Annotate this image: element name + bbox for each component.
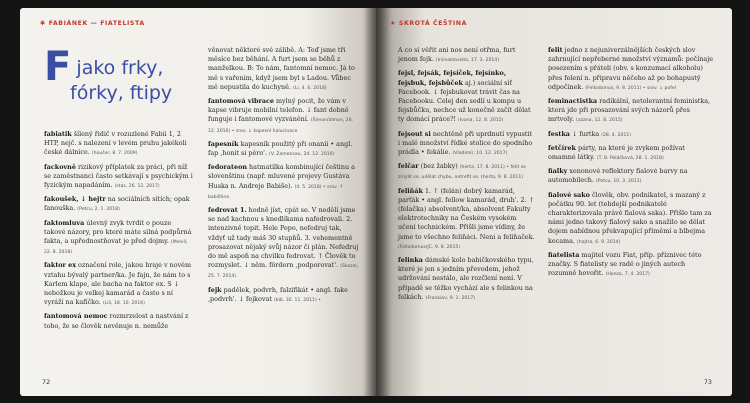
entry-source: (Petcu, 10. 3. 2011) [595, 179, 642, 185]
dictionary-entry [208, 140, 360, 159]
entry-source: (azana, 12. 8. 2015) [576, 118, 623, 124]
entry-definition: mylný pocit, že vám v kapse vibruje mobilní telefon. ↓ fant dobně funguje i fantomové vyzvánění. [208, 97, 349, 124]
entry-definition: šílený řidič v rozuzlené Fabii 1, 2 HTP, nejč. s nalezení v levém pruhu jakékoli české dálnice. [44, 130, 187, 157]
entry-source: (Skozel, 25. 7. 2014) [208, 264, 359, 280]
entry-definition: na sociálních sítích; opak fanouška. [44, 195, 190, 213]
dictionary-entry [44, 195, 194, 214]
entry-headword: felinka [398, 256, 423, 265]
dictionary-entry [398, 46, 536, 65]
entry-source: (hajtra, 6. 9. 2014) [577, 239, 621, 245]
entry-source: (bib, 30. 11. 2011) • [273, 297, 321, 303]
dictionary-entry [44, 261, 194, 308]
entry-headword: fantomová nemoc [44, 312, 108, 321]
entry-definition: (bez žabky) [420, 162, 458, 171]
dictionary-entry [548, 191, 714, 247]
entry-source: (Lili, 18. 10. 2016) [102, 301, 145, 307]
dictionary-entry [548, 167, 714, 186]
open-book [20, 8, 732, 396]
entry-headword: fialové sako [548, 190, 590, 199]
entry-headword: fackovně [44, 162, 76, 171]
entry-headword: fantomová vibrace [208, 97, 274, 106]
entry-definition: dámské kolo babičkovského typu, které je jen s jedním převodem, jehož udržování nestálo, ale rozčlení není. V případě se těžko vychází ale s felinkou na felkách. [398, 256, 534, 301]
entry-definition: padělek, podvrh, falzifikát • angl. fake ‚podvrh'. ↓ fejkovat [208, 285, 348, 303]
entry-headword: fiatelista [548, 250, 580, 259]
left-page-number: 72 [42, 378, 51, 386]
entry-source: (Fellodomus, 9. 8. 2011) • srov. ↓ pofel [585, 85, 676, 91]
chapter-title [44, 44, 194, 104]
entry-source: (houšer, 8. 7. 2009) [91, 151, 138, 157]
entry-source: (Melvil, 22. 8. 2018) [44, 240, 188, 256]
entry-definition: 1. ↑ (felán) dobrý kamarád, parťák • angl. fellow kamarád, druh'. 2. ↑ (felačka) absolvent/ka, absolvent Fakulty elektrotechniky na Českém vysokém učení technickém. Přišli jsme vídiny, že jsme to všechno feliňáci. Neni a feliňaček. [398, 186, 535, 241]
dictionary-entry [208, 206, 360, 282]
entry-source: (Iniinaklovisto, 17. 3. 2014) [435, 58, 500, 64]
dictionary-entry [398, 69, 536, 125]
dictionary-entry [398, 187, 536, 252]
entry-source: (Fellodomus/JC, 9. 8. 2015) [398, 244, 461, 250]
right-running-head: ★ SKROTÁ ČEŠTINA [390, 20, 467, 27]
entry-definition: rozmrzelost a nastvání z toho, že se člověk nevěnuje n. nemůže [44, 312, 189, 330]
entry-source: (28. 4. 2011) [601, 132, 632, 138]
chapter-title-line2: fórky, ftipy [70, 82, 173, 104]
entry-headword: fejk [208, 285, 222, 294]
entry-headword: fapesník [208, 139, 239, 148]
entry-headword: feminactistka [548, 97, 598, 106]
dictionary-entry [208, 46, 360, 93]
entry-definition: nechtěně při uprdnutí vypustit i malé množství řídké stolice do spodního prádla • fekálie. [398, 129, 533, 157]
entry-headword: feliňák [398, 186, 423, 195]
entry-source: (herta, 17. 8. 2011) • felit se zmýlit se, udělat chybu, netrefit se. (herta, 9. 8. 2011) [398, 165, 526, 181]
dictionary-entry [548, 251, 714, 280]
entry-definition: radikální, netolerantní feministka, která jde při prosazování svých názorů přes mrtvoly. [548, 97, 711, 124]
entry-source: (Frankiav, 9. 1. 2017) [425, 295, 475, 301]
left-column-2 [208, 46, 360, 309]
entry-definition: aj.) sociální síť Facebook. ↓ fejsbukovat trávit čas na Facebooku. Celej den sedlí u kompu u fejsbůčku, nechce už konečně začít dělat ty domácí práce?! [398, 78, 531, 124]
star-icon: ✱ [40, 20, 46, 27]
entry-definition: člověk, obv. podnikatel, s mazaný z počátku 90. let (tehdejší podnikatelé charakterizovala právě fialová saka). Přišlo tam za námi jedno takový fialový sako a snažilo se dělat dojem nabídnou překvapující příměmí a blbejma kecama. [548, 190, 712, 245]
entry-source: (Šimon/almon, 26. 12. 2016) • srov. ↓ kapesní halucinace [208, 118, 354, 134]
dictionary-entry [548, 97, 714, 126]
entry-headword: fedrovat 1. [208, 206, 247, 215]
right-column-1 [398, 46, 536, 307]
entry-definition: kapesník použitý při onanii • angl. fap ‚honit si péro'. [208, 139, 353, 158]
right-page-number: 73 [703, 378, 712, 386]
entry-definition: párty, na které je zvykem požívat omamné látky. [548, 143, 685, 162]
entry-headword: felčar [398, 162, 419, 171]
entry-definition: majitel vozu Fiat, příp. příznivec této značky. S fiatelisty se radě o jiných autech rozumně hovořit. [548, 250, 702, 278]
entry-definition: rizikový příplatek za práci, při níž se zaměstnanci často setkávají s psychickým i fyzickým napadáním. [44, 162, 193, 190]
chapter-letter: F [44, 44, 72, 90]
dictionary-entry [398, 162, 536, 182]
entry-definition: ↓ furtka [571, 129, 600, 138]
dictionary-entry [398, 130, 536, 159]
entry-source: (T. B. Poláčková, 28. 1. 2018) [596, 156, 664, 162]
entry-headword: fakoušek, ↓ hejtr [44, 195, 106, 204]
left-running-head: ✱ FABIÁNEK — FIATELISTA [40, 20, 145, 27]
right-page [376, 8, 732, 396]
left-page [20, 8, 376, 396]
dictionary-entry [548, 46, 714, 93]
entry-source: (Ivana, 12. 8. 2015) [458, 118, 504, 124]
entry-headword: fetčírek [548, 143, 576, 152]
entry-definition: hodně jíst, cpát se. V nedělí jsme se nad kachnou s knedlíkama nafedrovali. 2. intenzivně topit. Hele Pepo, nefedruj tak, vždyť už tady máš 30 stupňů. 3. vehementně prosazovat nějaký svůj názor či plán. Nefedruj do mě aspoň na chvilku fedrovat. ↑ Člověk to rozmyslet. ↓ něm. fördern ‚podporovat'. [208, 206, 359, 270]
entry-definition: xenonové reflektory fialové barvy na automobilech. [548, 167, 688, 185]
dictionary-entry [208, 163, 360, 202]
chapter-title-line1: jako frky, [76, 57, 164, 79]
entry-source: (Petcu, 2. 1. 2018) [77, 207, 120, 213]
entry-definition: věnovat některé své zálibě. A: Teď jsme tři měsíce bez běhání. A furt jsem se běhů z manželkou. B: To nám, fantomní nemoc. Já to mě s vařením, když jsem byl s Ladou. Vůbec mě nepustila do kuchyně. [208, 46, 355, 91]
entry-definition: označení role, jakou hraje v novém vztahu bývalý partner/ka. Je fajn, že nám to s Karlem klape, ale bacha na faktor ex. S ↓ nebožkou je velkej kamarád a často s ní vyráží na kafíčko. [44, 261, 192, 307]
entry-headword: fejsl, fejsák, fejsíček, fejsínko, fejsbuk, fejsbůček [398, 69, 507, 87]
dictionary-entry [548, 144, 714, 163]
dictionary-entry [44, 219, 194, 258]
entry-definition: hatmatilka kombinující češtinu a slovenštinu (např. mluvené projevy Gustáva Huska n. Andreje Babiše). [208, 163, 355, 190]
dictionary-entry [44, 130, 194, 159]
entry-headword: fedorateon [208, 163, 247, 172]
entry-definition: A co si věřit ani nos není otřma, furt jenom fejk. [398, 46, 516, 64]
entry-headword: faktomluva [44, 218, 85, 227]
entry-headword: festka [548, 129, 570, 138]
dictionary-entry [208, 97, 360, 136]
left-column-1 [44, 130, 194, 336]
dictionary-entry [548, 130, 714, 140]
entry-source: (V. Zamensau, 24. 12. 2016) [269, 152, 335, 158]
entry-source: (4. 5. 2018) • srov. ↑ babiština [208, 184, 344, 200]
dictionary-entry [398, 256, 536, 303]
entry-headword: fialky [548, 167, 568, 176]
dictionary-entry [44, 312, 194, 331]
entry-headword: faktor ex [44, 261, 76, 270]
right-column-2 [548, 46, 714, 283]
entry-definition: úlevný zvyk tvrdit o pouze takové názory, pro které máte silná podpůrná fakta, a upřednostňovat je před dojmy. [44, 218, 192, 246]
entry-definition: jedno z nejuniverzálnějších českých slov zahrnující nepřeberné množství významů: počínaje posezením s přáteli (obv. s konzumací alkoholu) přes felení n. připravu něčeho až po bohapustý odpočinek. [548, 46, 713, 91]
entry-headword: fabiatik [44, 130, 72, 138]
dictionary-entry [208, 286, 360, 305]
entry-source: (Vladimír, 10. 12. 2017) [452, 151, 508, 157]
dictionary-entry [44, 163, 194, 192]
entry-source: (stas, 26. 12. 2017) [114, 184, 160, 190]
entry-headword: felit [548, 46, 563, 54]
entry-source: (Honza, 7. 4. 2017) [605, 272, 650, 278]
entry-headword: fejsout si [398, 129, 431, 138]
entry-source: (Li, 4. 6. 2018) [293, 85, 327, 91]
